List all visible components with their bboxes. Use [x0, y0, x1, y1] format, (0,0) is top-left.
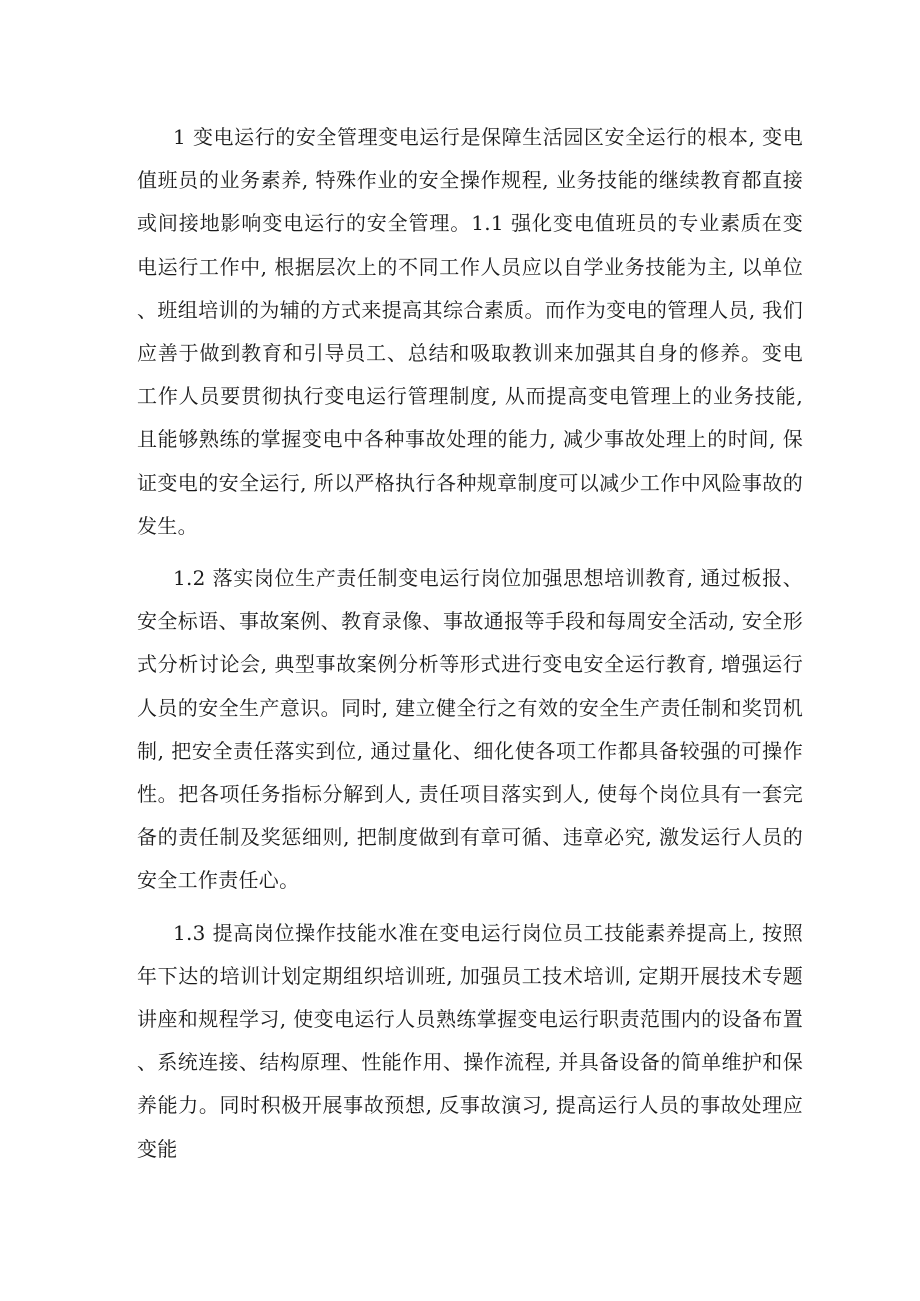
paragraph-section-1-2: 1.2 落实岗位生产责任制变电运行岗位加强思想培训教育, 通过板报、安全标语、事故案例、教育录像、事故通报等手段和每周安全活动, 安全形式分析讨论会, 典型事故案例分析等形式进行变电安全运行教育, 增强运行人员的安全生产意识。同时, 建立健全行之有效的安全生产责任制和奖罚机制, 把安全责任落实到位, 通过量化、细化使各项工作都具备较强的可操作性。把各项任务指标分解到人, 责任项目落实到人, 使每个岗位具有一套完备的责任制及奖惩细则, 把制度做到有章可循、违章必究, 激发运行人员的安全工作责任心。 — [137, 566, 803, 893]
paragraph-section-1-1: 1 变电运行的安全管理变电运行是保障生活园区安全运行的根本, 变电值班员的业务素养, 特殊作业的安全操作规程, 业务技能的继续教育都直接或间接地影响变电运行的安全管理。1.1 强化变电值班员的专业素质在变电运行工作中, 根据层次上的不同工作人员应以自学业务技能为主, 以单位、班组培训的为辅的方式来提高其综合素质。而作为变电的管理人员, 我们应善于做到教育和引导员工、总结和吸取教训来加强其自身的修养。变电工作人员要贯彻执行变电运行管理制度, 从而提高变电管理上的业务技能, 且能够熟练的掌握变电中各种事故处理的能力, 减少事故处理上的时间, 保证变电的安全运行, 所以严格执行各种规章制度可以减少工作中风险事故的发生。 — [137, 125, 803, 538]
paragraph-section-1-3: 1.3 提高岗位操作技能水准在变电运行岗位员工技能素养提高上, 按照年下达的培训计划定期组织培训班, 加强员工技术培训, 定期开展技术专题讲座和规程学习, 使变电运行人员熟练掌握变电运行职责范围内的设备布置、系统连接、结构原理、性能作用、操作流程, 并具备设备的简单维护和保养能力。同时积极开展事故预想, 反事故演习, 提高运行人员的事故处理应变能 — [137, 920, 803, 1161]
document-body — [137, 116, 803, 1180]
